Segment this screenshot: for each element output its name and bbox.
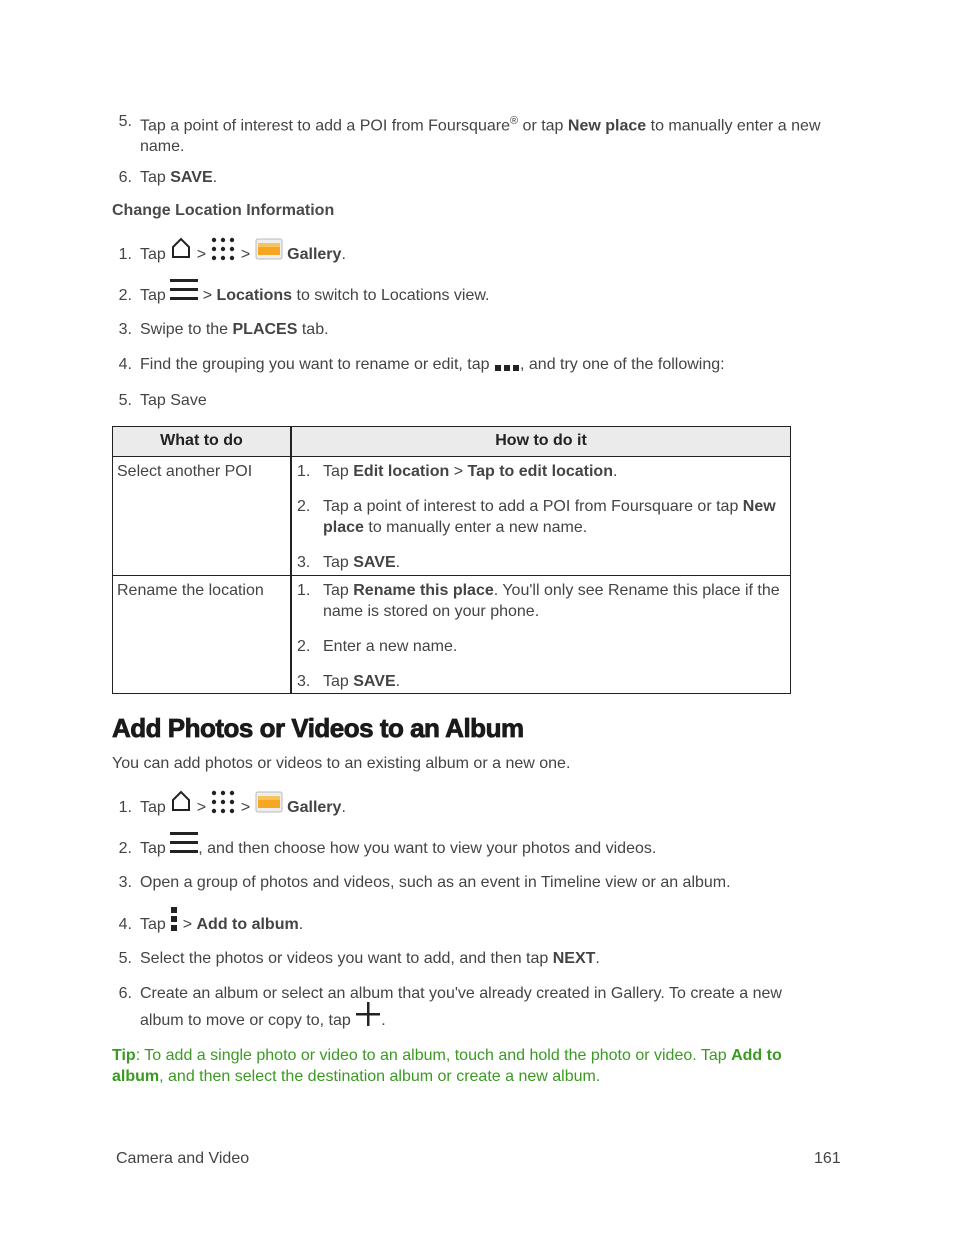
step-number: 1. bbox=[118, 799, 132, 816]
plus-icon bbox=[355, 1002, 381, 1026]
step-number: 6. bbox=[118, 169, 132, 186]
table-row-divider bbox=[113, 575, 790, 576]
album-section-heading: Add Photos or Videos to an Album bbox=[112, 713, 524, 743]
table-column-divider bbox=[290, 427, 292, 693]
step-number: 5. bbox=[118, 950, 132, 967]
table-header-how: How to do it bbox=[495, 432, 587, 449]
table-row-what: Select another POI bbox=[117, 463, 253, 480]
step-text: Select the photos or videos you want to add, and then tap NEXT. bbox=[140, 950, 600, 967]
footer-section-title: Camera and Video bbox=[116, 1150, 250, 1167]
step-text: Open a group of photos and videos, such as an event in Timeline view or an album. bbox=[140, 874, 731, 891]
gallery-icon bbox=[255, 791, 283, 813]
step-number: 5. bbox=[118, 113, 132, 130]
step-text: Tap > Add to album. bbox=[140, 914, 840, 935]
gallery-icon bbox=[255, 238, 283, 260]
step-number: 4. bbox=[118, 916, 132, 933]
step-text: Find the grouping you want to rename or edit, tap , and try one of the following: bbox=[140, 356, 725, 373]
hamburger-menu-icon bbox=[170, 831, 198, 855]
step-number: 1. bbox=[118, 246, 132, 263]
change-location-heading: Change Location Information bbox=[112, 202, 335, 219]
step-number: 3. bbox=[118, 874, 132, 891]
hamburger-menu-icon bbox=[170, 278, 198, 302]
step-text: Tap > Locations to switch to Locations view. bbox=[140, 285, 840, 306]
step-text: Tap a point of interest to add a POI from Foursquare® or tap New place to manually enter a new name. bbox=[140, 115, 821, 156]
apps-grid-icon bbox=[210, 237, 236, 261]
home-icon bbox=[170, 237, 192, 259]
table-row-what: Rename the location bbox=[117, 582, 264, 599]
step-number: 4. bbox=[118, 356, 132, 373]
step-number: 6. bbox=[118, 985, 132, 1002]
step-text: Tap > > Gallery. bbox=[140, 797, 840, 818]
step-number: 2. bbox=[118, 287, 132, 304]
home-icon bbox=[170, 790, 192, 812]
step-text: Tap SAVE. bbox=[140, 169, 218, 186]
location-actions-table: What to do How to do it Select another POI 1. Tap Edit location > Tap to edit location. 2. Tap a point of interest to add a POI from Foursquare or tap New place to manually enter a new name. 3. Tap SAVE. Rename the location 1. Tap Rename this place. You'll only see Rename this place if the name is stored on your phone. 2. Enter a new name. 3. Tap SAVE. bbox=[112, 426, 791, 694]
step-text: Tap Save bbox=[140, 392, 207, 409]
step-text: Tap > > Gallery. bbox=[140, 244, 840, 265]
table-header-what: What to do bbox=[160, 432, 243, 449]
step-number: 5. bbox=[118, 392, 132, 409]
tip-note: Tip: To add a single photo or video to an album, touch and hold the photo or video. Tap Add to album, and then select the destination album or create a new album. bbox=[112, 1047, 782, 1085]
step-number: 3. bbox=[118, 321, 132, 338]
step-text: Create an album or select an album that you've already created in Gallery. To create a new album to move or copy to, tap . bbox=[140, 985, 782, 1029]
step-text: Swipe to the PLACES tab. bbox=[140, 321, 329, 338]
footer-page-number: 161 bbox=[814, 1150, 841, 1167]
album-section-intro: You can add photos or videos to an existing album or a new one. bbox=[112, 755, 571, 772]
step-text: Tap , and then choose how you want to view your photos and videos. bbox=[140, 838, 840, 859]
step-number: 2. bbox=[118, 840, 132, 857]
more-horizontal-icon bbox=[494, 362, 520, 372]
apps-grid-icon bbox=[210, 790, 236, 814]
